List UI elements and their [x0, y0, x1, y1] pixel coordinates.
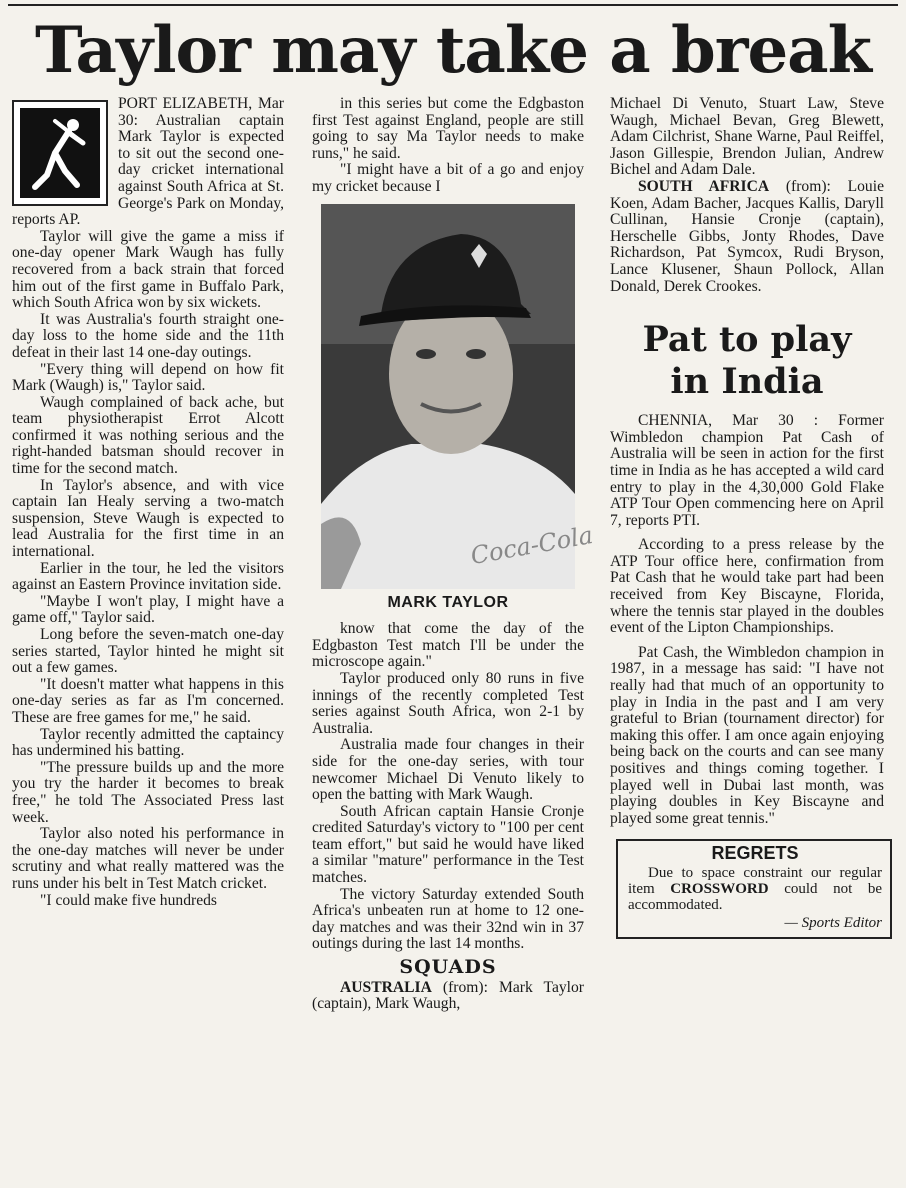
regrets-text-after: could not be accommodated. [628, 881, 882, 914]
article-paragraph: Taylor will give the game a miss if one-day opener Mark Waugh has fully recovered from a back strain that forced him out of the first game in Buffalo Park, which South Africa won by six wickets. [12, 227, 284, 312]
australia-squad-continued: Michael Di Venuto, Stuart Law, Steve Waugh, Michael Bevan, Greg Blewett, Adam Cilchrist, Shane Warne, Paul Reiffel, Jason Gillespie, Brendon Julian, Andrew Bichel and Adam Dale. [610, 95, 884, 179]
pat-headline-line1: Pat to play [642, 319, 852, 361]
pat-headline-line2: in India [670, 361, 824, 403]
squads-heading: SQUADS [399, 956, 497, 979]
article-paragraph: Taylor also noted his performance in the one-day matches will never be under scrutiny and what really mattered was the runs under his belt in Test Match cricket. [12, 825, 284, 892]
article-paragraph: Long before the seven-match one-day series started, Taylor hinted he might sit out a few games. [12, 626, 284, 677]
article-paragraph: "Every thing will depend on how fit Mark (Waugh) is," Taylor said. [12, 360, 284, 395]
pat-headline [610, 319, 884, 403]
column-3 [610, 96, 884, 939]
south-africa-squad-text: (from): Louie Koen, Adam Bacher, Jacques Kallis, Daryll Cullinan, Hansie Cronje (captain), Herschelle Gibbs, Jonty Rhodes, Dave Richardson, Pat Symcox, Rudi Bryson, Lance Klusener, Shaun Pollock, Allan Donald, Derek Crookes. [610, 177, 884, 295]
article-paragraph: "The pressure builds up and the more you try the harder it becomes to break free," he told The Associated Press last week. [12, 758, 284, 826]
article-paragraph: According to a press release by the ATP Tour office here, confirmation from Pat Cash that he would take part had been received from Key Biscayne, Florida, where the tennis star played in the doubles event of the Lipton Championships. [610, 536, 884, 637]
column-1 [12, 96, 284, 909]
article-paragraph: Taylor recently admitted the captaincy has undermined his batting. [12, 725, 284, 760]
australia-squad-part1 [312, 980, 584, 1013]
regrets-signature: — Sports Editor [784, 915, 882, 932]
south-africa-label: SOUTH AFRICA [638, 177, 770, 195]
article-paragraph: It was Australia's fourth straight one-day loss to the home side and the 11th defeat in their last 14 one-day outings. [12, 310, 284, 361]
article-paragraph: Waugh complained of back ache, but team physiotherapist Errot Alcott confirmed it was nothing serious and the right-handed batsman should recover in time for the second match. [12, 393, 284, 478]
article-paragraph: PORT ELIZABETH, Mar 30: Australian captain Mark Taylor is expected to sit out the second one-day cricket international against South Africa at St. George's Park on Monday, reports AP. [12, 95, 284, 229]
article-paragraph: CHENNIA, Mar 30 : Former Wimbledon champion Pat Cash of Australia will be seen in action for the first time in India as he has accepted a wild card entry to play in the 4,30,000 Gold Flake ATP Tour Open commencing here on April 7, reports PTI. [610, 412, 884, 529]
top-rule [8, 4, 898, 6]
australia-label: AUSTRALIA [340, 978, 432, 996]
mark-taylor-photo [321, 204, 595, 589]
australia-squad-text: (from): Mark Taylor (captain), Mark Waugh, [312, 978, 584, 1013]
column-2 [312, 95, 595, 1013]
regrets-text-before: Due to space constraint our regular item [628, 865, 882, 898]
article-paragraph: "I might have a bit of a go and enjoy my cricket because I [312, 161, 584, 195]
article-paragraph: "Maybe I won't play, I might have a game off," Taylor said. [12, 592, 284, 627]
article-paragraph: Pat Cash, the Wimbledon champion in 1987, in a message has said: "I have not really had that much of an opportunity to play in India in the past and I am very grateful to Brian (tournament director) for making this offer. I am once again enjoying being back on the courts and can see many positives and things coming together. I played well in Dubai last month, was playing doubles in Key Biscayne and played some great tennis." [610, 643, 884, 827]
headline: Taylor may take a break [35, 13, 871, 88]
cricket-icon-box [12, 100, 108, 206]
regrets-box [616, 839, 892, 939]
regrets-title: REGRETS [711, 843, 799, 864]
coca-cola-logo: Coca-Cola [468, 520, 595, 570]
cricket-batsman-icon [20, 108, 100, 198]
south-africa-squad [610, 179, 884, 295]
article-paragraph: Earlier in the tour, he led the visitors against an Eastern Province invitation side. [12, 559, 284, 594]
regrets-text [628, 865, 882, 913]
regrets-highlight: CROSSWORD [670, 881, 769, 898]
article-paragraph: The victory Saturday extended South Africa's unbeaten run at home to 12 one-day matches and was their 32nd win in 37 outings during the last 14 months. [312, 885, 584, 953]
article-paragraph: know that come the day of the Edgbaston Test match I'll be under the microscope again." [312, 620, 584, 671]
article-paragraph: in this series but come the Edgbaston first Test against England, people are still going to say Ma Taylor needs to make runs," he said. [312, 95, 584, 162]
article-paragraph: In Taylor's absence, and with vice captain Ian Healy serving a two-match suspension, Steve Waugh is expected to lead Australia for the first time in an international. [12, 476, 284, 561]
article-paragraph: Taylor produced only 80 runs in five innings of the recently completed Test series against South Africa, won 2-1 by Australia. [312, 669, 584, 737]
photo-caption: MARK TAYLOR [387, 593, 509, 611]
article-paragraph: "I could make five hundreds [40, 891, 217, 909]
article-paragraph: South African captain Hansie Cronje credited Saturday's victory to "100 per cent team effort," but said he would have liked a similar "mature" performance in the Test matches. [312, 802, 584, 887]
article-paragraph: "It doesn't matter what happens in this one-day series as far as I'm concerned. These are free games for me," he said. [12, 675, 284, 726]
article-paragraph: Australia made four changes in their side for the one-day series, with tour newcomer Michael Di Venuto likely to open the batting with Mark Waugh. [312, 736, 584, 804]
